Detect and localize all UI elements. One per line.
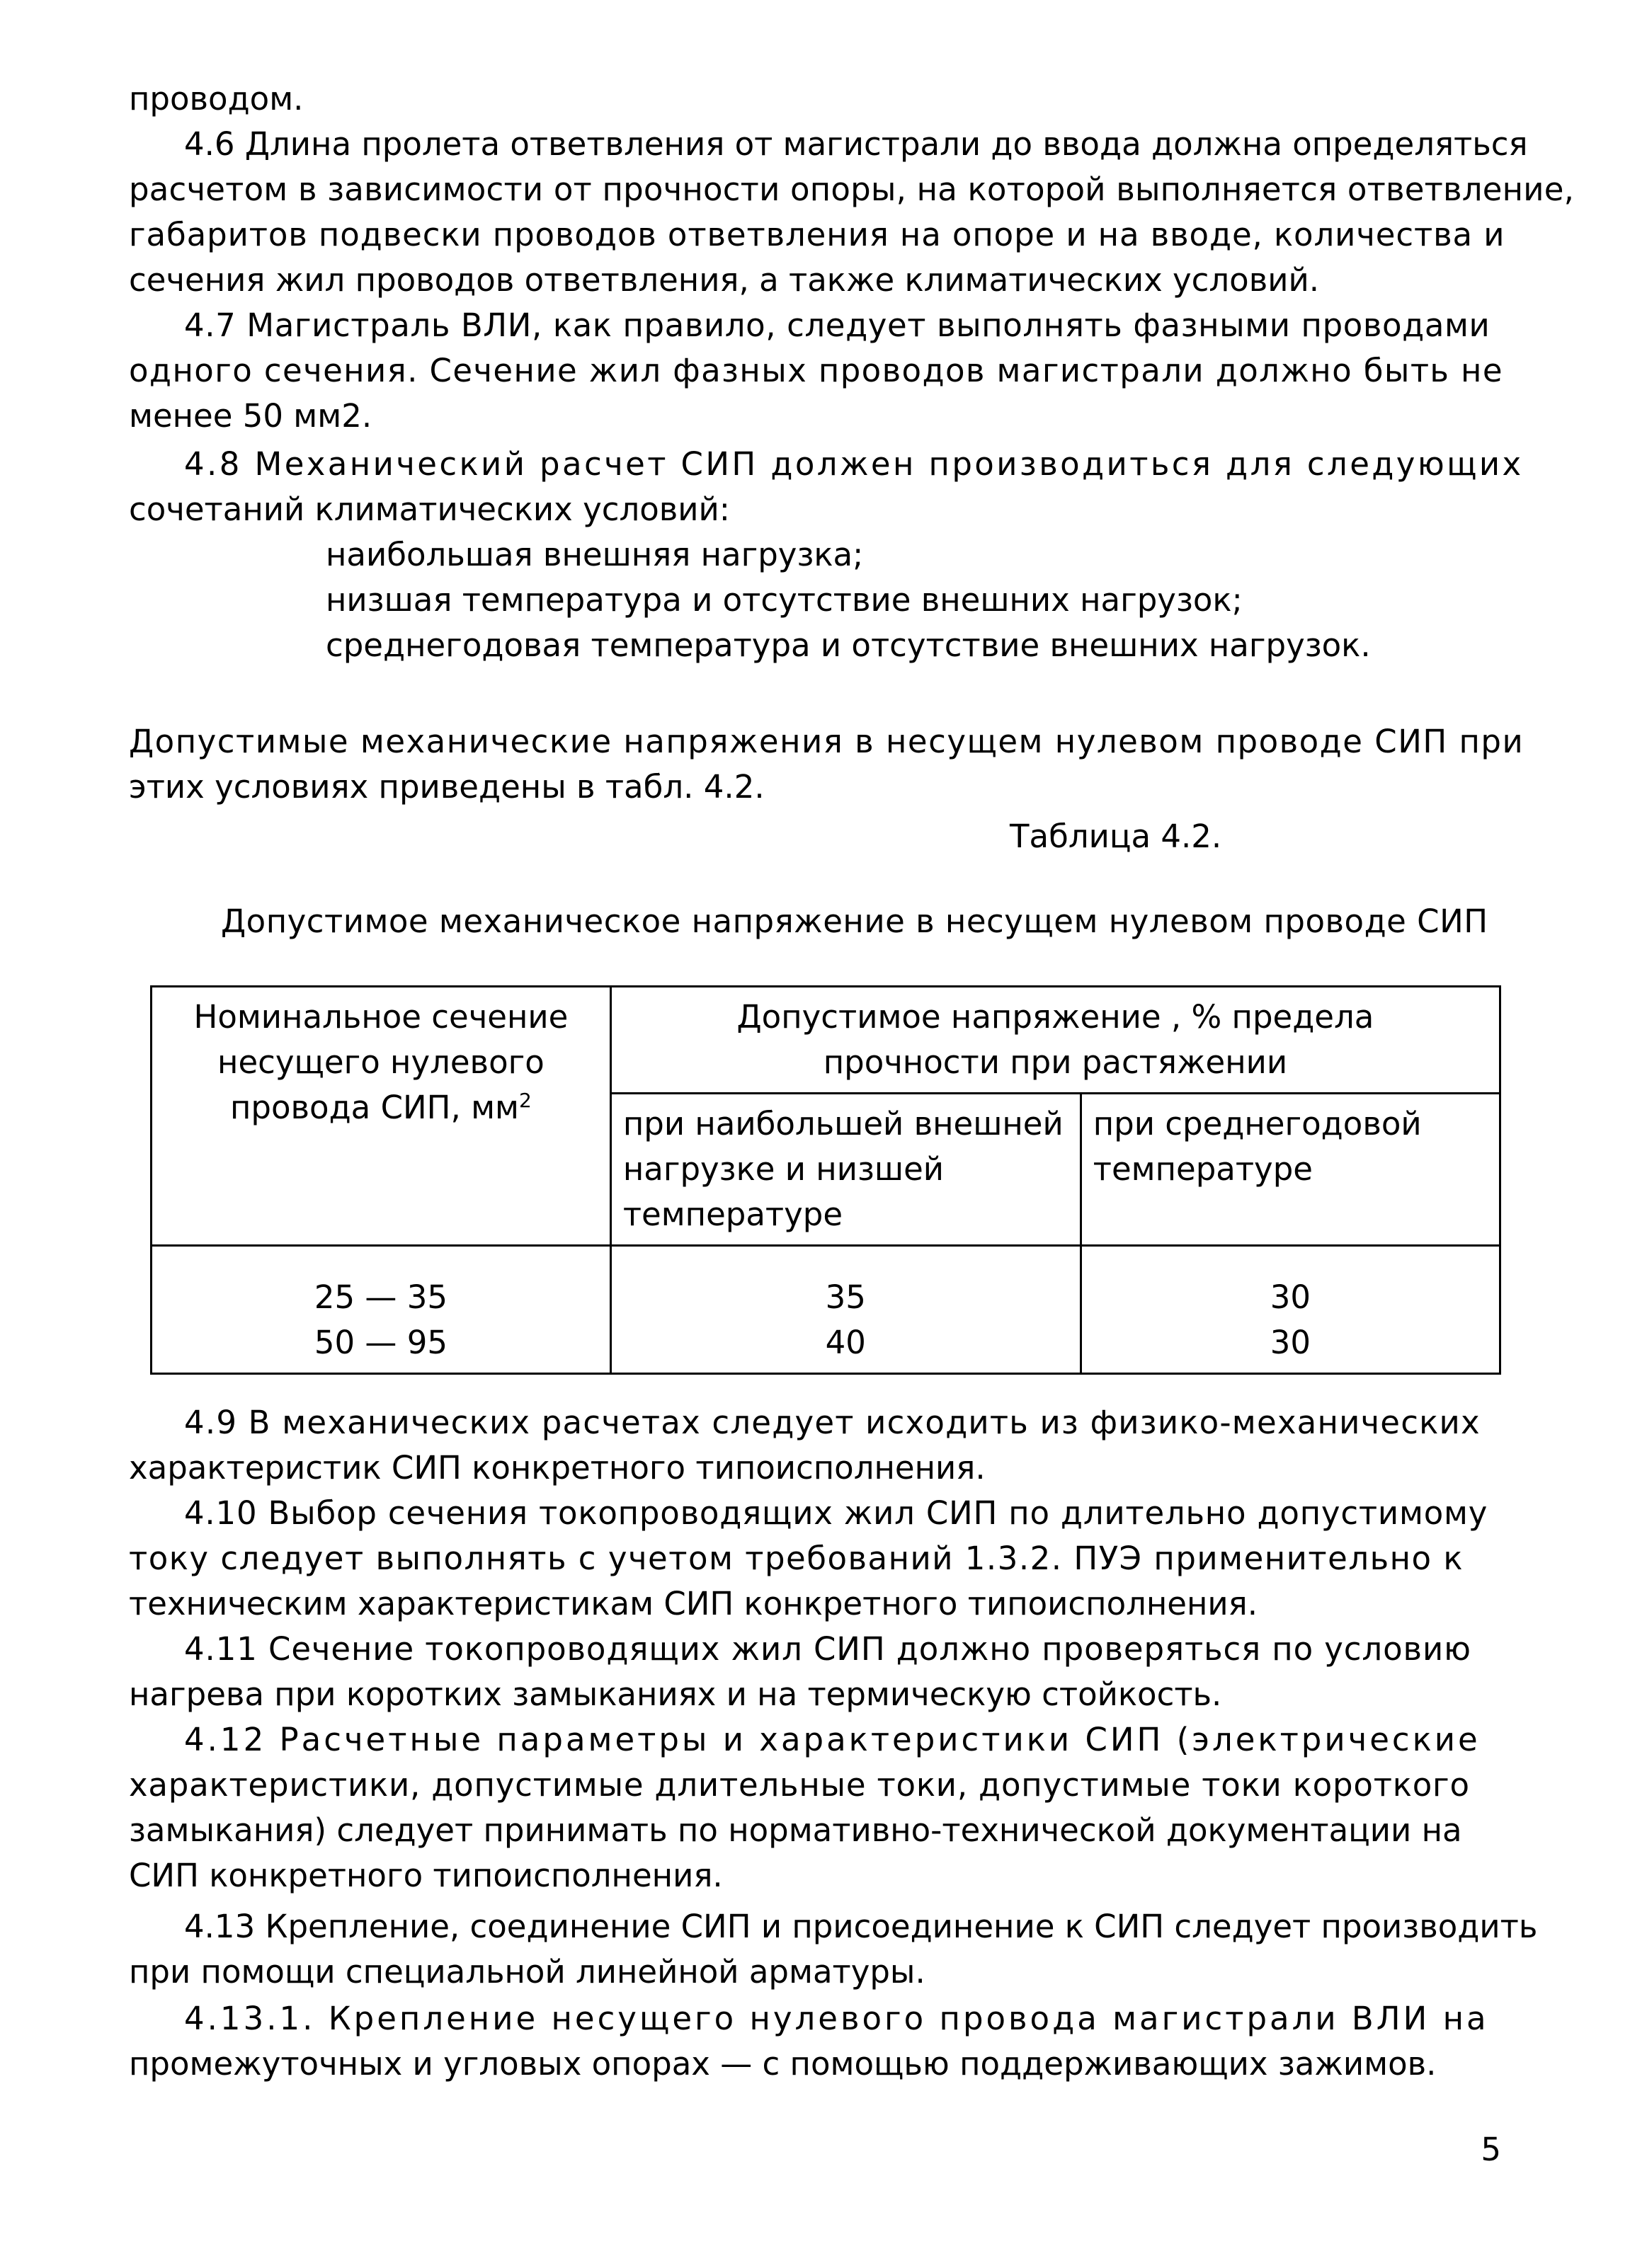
p410-line2: току следует выполнять с учетом требований 1.3.2. ПУЭ применительно к [129, 1540, 1464, 1577]
page-number: 5 [1481, 2131, 1501, 2168]
top-fragment: проводом. [129, 80, 304, 118]
p46-line4: сечения жил проводов ответвления, а также климатических условий. [129, 261, 1320, 299]
condition-item: низшая температура и отсутствие внешних нагрузок; [326, 581, 1243, 619]
p48-line1: 4.8 Механический расчет СИП должен производиться для следующих [184, 445, 1524, 483]
header-avg-temp [1081, 1094, 1500, 1246]
header-text: Номинальное сечение [193, 998, 569, 1036]
text: 4.6 Длина пролета ответвления от магистрали до ввода должна определяться [184, 125, 1528, 163]
cell-max-load [610, 1246, 1081, 1374]
header-text: при наибольшей внешней [622, 1105, 1064, 1142]
header-text: несущего нулевого [217, 1043, 545, 1081]
condition-item: наибольшая внешняя нагрузка; [326, 536, 864, 573]
header-text: температуре [622, 1196, 843, 1233]
cell-section [152, 1246, 611, 1374]
p412-line1: 4.12 Расчетные параметры и характеристики СИП (электрические [184, 1721, 1481, 1758]
p411-line1: 4.11 Сечение токопроводящих жил СИП должно проверяться по условию [184, 1630, 1471, 1668]
superscript: 2 [519, 1089, 532, 1112]
p46-line1 [184, 122, 1528, 167]
p412-line4: СИП конкретного типоисполнения. [129, 1857, 723, 1894]
p412-line3: замыкания) следует принимать по нормативно-технической документации на [129, 1811, 1462, 1849]
p4131-line2: промежуточных и угловых опорах — с помощью поддерживающих зажимов. [129, 2045, 1437, 2083]
p-allowed-line2: этих условиях приведены в табл. 4.2. [129, 768, 765, 806]
p413-line1: 4.13 Крепление, соединение СИП и присоединение к СИП следует производить [184, 1908, 1538, 1945]
p413-line2: при помощи специальной линейной арматуры. [129, 1953, 925, 1991]
cell-value: 35 [825, 1278, 866, 1316]
p410-line1: 4.10 Выбор сечения токопроводящих жил СИП по длительно допустимому [184, 1494, 1488, 1532]
header-allowed-stress [610, 987, 1500, 1094]
header-text: Допустимое напряжение , % предела [736, 998, 1374, 1036]
p410-line3: техническим характеристикам СИП конкретного типоисполнения. [129, 1585, 1258, 1622]
p48-line2: сочетаний климатических условий: [129, 491, 730, 528]
cell-value: 25 — 35 [314, 1278, 448, 1316]
table-label: Таблица 4.2. [1010, 818, 1222, 855]
p46-line2: расчетом в зависимости от прочности опоры, на которой выполняется ответвление, [129, 171, 1575, 208]
header-text: температуре [1093, 1150, 1313, 1188]
table-row [152, 1246, 1500, 1374]
p47-line3: менее 50 мм2. [129, 397, 372, 435]
header-text: при среднегодовой [1093, 1105, 1422, 1142]
p412-line2: характеристики, допустимые длительные токи, допустимые токи короткого [129, 1766, 1470, 1804]
cell-value: 30 [1270, 1324, 1311, 1361]
cell-value: 50 — 95 [314, 1324, 448, 1361]
header-nominal-section [152, 987, 611, 1246]
p49-line1: 4.9 В механических расчетах следует исходить из физико-механических [184, 1404, 1481, 1441]
header-max-load [610, 1094, 1081, 1246]
table-title: Допустимое механическое напряжение в несущем нулевом проводе СИП [221, 903, 1488, 940]
table-4-2 [150, 985, 1501, 1375]
header-text: прочности при растяжении [823, 1043, 1288, 1081]
p4131-line1: 4.13.1. Крепление несущего нулевого провода магистрали ВЛИ на [184, 2000, 1489, 2037]
header-text-main: провода СИП, мм [230, 1089, 519, 1126]
cell-avg-temp [1081, 1246, 1500, 1374]
p47-line2: одного сечения. Сечение жил фазных проводов магистрали должно быть не [129, 352, 1503, 389]
cell-value: 30 [1270, 1278, 1311, 1316]
p46-line3: габаритов подвески проводов ответвления на опоре и на вводе, количества и [129, 216, 1505, 253]
header-text: нагрузке и низшей [622, 1150, 945, 1188]
p411-line2: нагрева при коротких замыканиях и на термическую стойкость. [129, 1676, 1222, 1713]
header-text [164, 1085, 598, 1130]
cell-value: 40 [825, 1324, 866, 1361]
p49-line2: характеристик СИП конкретного типоисполнения. [129, 1449, 986, 1487]
p47-line1: 4.7 Магистраль ВЛИ, как правило, следует выполнять фазными проводами [184, 307, 1491, 344]
condition-item: среднегодовая температура и отсутствие внешних нагрузок. [326, 626, 1371, 664]
p-allowed-line1: Допустимые механические напряжения в несущем нулевом проводе СИП при [129, 723, 1524, 760]
